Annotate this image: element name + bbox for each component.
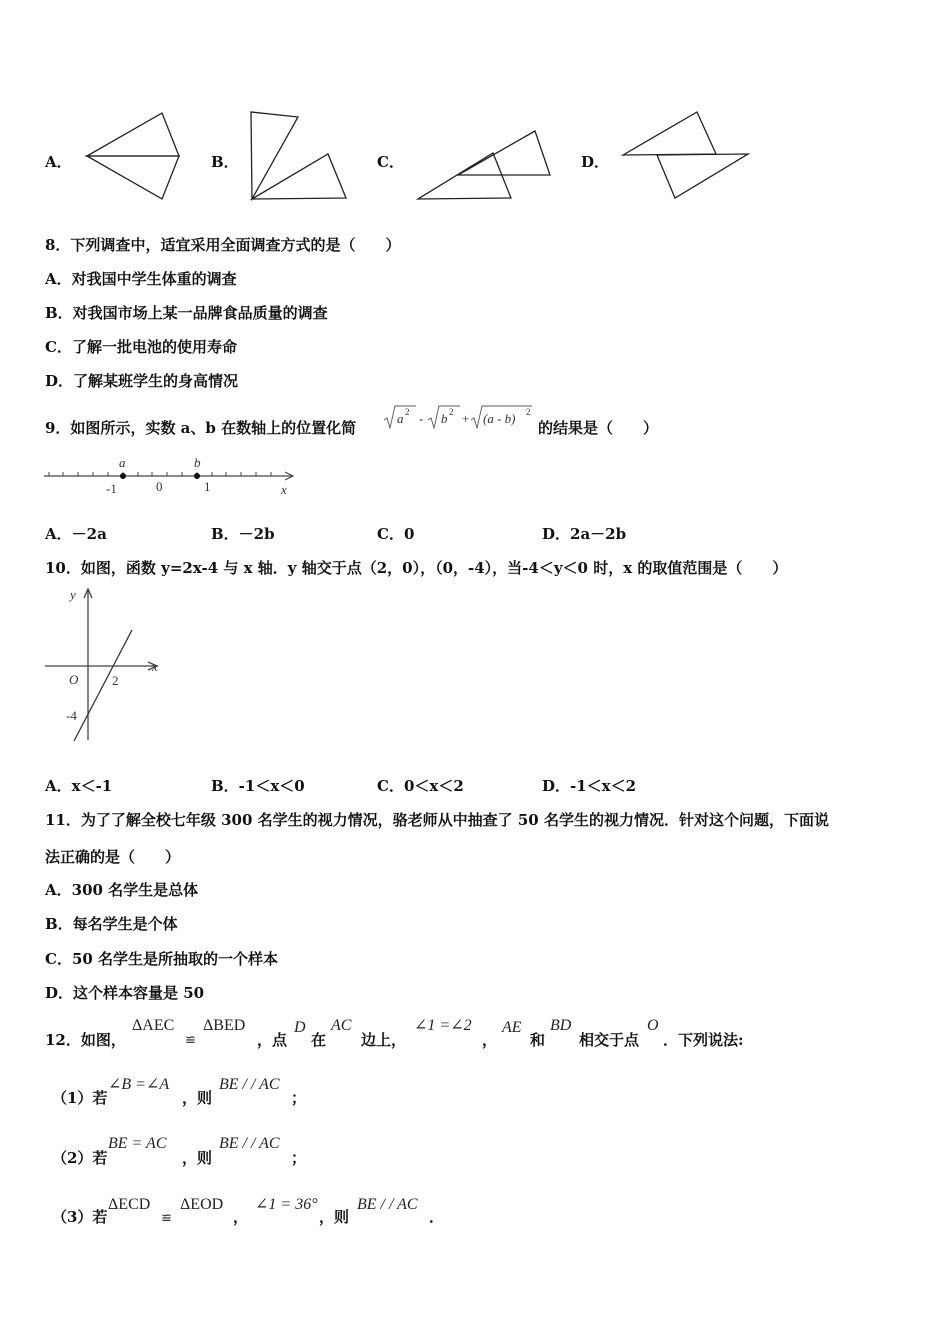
q7-option-a-label: A． [45,153,72,171]
q9-term2-base: b [441,411,448,426]
q12-angle-equality: ∠1 =∠2 [414,1017,472,1034]
q11-option-c: C．50 名学生是所抽取的一个样本 [45,950,279,968]
q8-stem: 8．下列调查中，适宜采用全面调查方式的是（ ） [45,236,401,254]
q11-option-d: D．这个样本容量是 50 [45,984,205,1002]
q9-tick-neg1: -1 [106,481,117,496]
q12-segment-ae: AE [502,1019,522,1036]
q10-stem: 10．如图，函数 y=2x-4 与 x 轴．y 轴交于点（2，0），（0，-4），当-4＜y＜0 时，x 的取值范围是（ ） [45,559,788,577]
q12-comma: ， [482,1031,498,1049]
q8-option-c: C．了解一批电池的使用寿命 [45,338,237,356]
q12-text-meet: 相交于点 [579,1031,640,1049]
q9-term3-exp: 2 [526,407,531,417]
q9-number-line [44,455,304,500]
q12-text-on: 在 [311,1031,327,1049]
q9-option-c: C．0 [377,525,415,543]
q9-option-a: A．－2a [45,525,107,543]
q9-tick-1: 1 [204,479,211,494]
q12-s3-angle-value: ∠1 = 36° [255,1196,318,1213]
q11-stem-line2: 法正确的是（ ） [45,848,181,866]
q12-point-o: O [647,1017,659,1034]
q9-term1-base: a [397,411,404,426]
q10-option-a: A．x＜-1 [45,777,113,795]
q11-option-b: B．每名学生是个体 [45,915,178,933]
q12-s3-triangle-eod: ΔEOD [180,1196,224,1213]
q7-figure-d [617,104,767,204]
q9-point-b [194,473,200,479]
q10-option-b: B．-1＜x＜0 [211,777,305,795]
q12-s1-condition: ∠B =∠A [108,1076,170,1093]
q10-y-label: y [70,587,76,602]
q9-label-b: b [194,455,201,470]
q10-origin-label: O [69,672,79,687]
q8-option-b: B．对我国市场上某一品牌食品质量的调查 [45,304,328,322]
q10-option-c: C．0＜x＜2 [377,777,464,795]
q12-s3-result: BE / / AC [357,1196,418,1213]
q12-triangle-bed: ΔBED [203,1017,246,1034]
q12-s1-end: ； [291,1089,307,1107]
q9-term2-exp: 2 [449,407,454,417]
q7-option-b-label: B． [211,153,239,171]
q9-stem-after: 的结果是（ ） [538,419,659,437]
q7-figure-b [245,105,355,205]
q12-text-point: ，点 [257,1031,288,1049]
q10-x-label: x [152,659,158,674]
q12-s3-triangle-ecd: ΔECD [108,1196,151,1213]
q10-function-line [74,630,132,741]
q12-s2-label: （2）若 [52,1149,108,1167]
q7-figure-a [80,108,190,208]
q12-segment-bd: BD [550,1017,572,1034]
q10-x-intercept: 2 [112,673,119,688]
q12-s1-label: （1）若 [52,1089,108,1107]
q12-point-d: D [294,1019,306,1036]
q10-option-d: D．-1＜x＜2 [542,777,637,795]
q12-s1-then: ，则 [182,1089,213,1107]
q12-s2-then: ，则 [182,1149,213,1167]
q7-option-c-label: C． [377,153,404,171]
q12-congruent-sign-1: ≌ [185,1032,196,1047]
q9-tick-0: 0 [156,479,163,494]
q12-s2-condition: BE = AC [108,1135,167,1152]
q9-term3-base: (a - b) [483,411,516,426]
q12-s2-end: ； [291,1149,307,1167]
q9-label-a: a [119,455,126,470]
q9-stem-before: 9．如图所示，实数 a、b 在数轴上的位置化简 [45,419,357,437]
q9-option-b: B．－2b [211,525,275,543]
q9-point-a [120,473,126,479]
q12-segment-ac: AC [331,1017,352,1034]
q12-text-and: 和 [530,1031,546,1049]
q9-term1-exp: 2 [405,407,410,417]
q7-figure-c [412,122,562,212]
q12-s3-congruent-sign: ≌ [161,1210,172,1225]
q12-s2-result: BE / / AC [219,1135,280,1152]
q8-option-a: A．对我国中学生体重的调查 [45,270,237,288]
q9-option-d: D．2a－2b [542,525,627,543]
q12-text-side: 边上， [361,1031,407,1049]
q10-y-intercept: -4 [66,708,77,723]
q12-s3-end: ． [429,1208,445,1226]
q11-option-a: A．300 名学生是总体 [45,881,199,899]
q11-stem-line1: 11．为了了解全校七年级 300 名学生的视力情况，骆老师从中抽查了 50 名学生的视力情况．针对这个问题，下面说 [45,811,829,829]
q12-s3-then: ，则 [319,1208,350,1226]
q9-radical-formula [382,404,542,434]
q12-text-tail: ．下列说法: [663,1031,744,1049]
q12-s3-label: （3）若 [52,1208,108,1226]
q9-minus: - [419,411,424,426]
q12-s1-result: BE / / AC [219,1076,280,1093]
q12-triangle-aec: ΔAEC [132,1017,175,1034]
q8-option-d: D．了解某班学生的身高情况 [45,372,239,390]
q9-axis-label: x [281,482,287,497]
q9-plus: + [462,411,470,426]
q12-s3-separator: ， [233,1208,249,1226]
q12-prefix: 12．如图， [45,1031,126,1049]
q7-option-d-label: D． [581,153,610,171]
q10-graph [40,584,170,744]
